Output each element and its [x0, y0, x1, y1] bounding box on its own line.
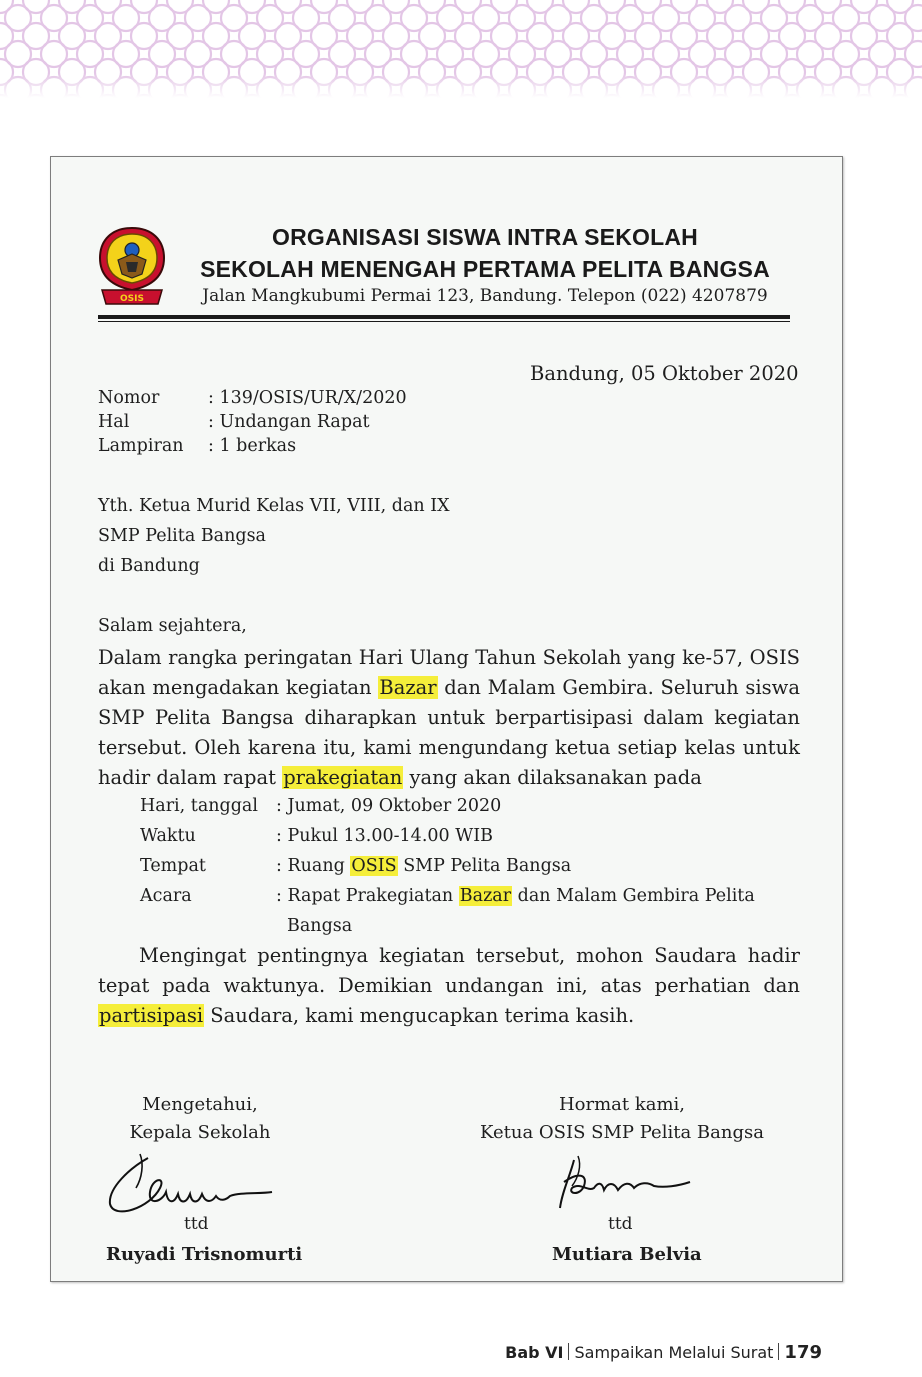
meta-value-hal: : Undangan Rapat: [208, 412, 370, 432]
para1-text: dan Malam Gembira. Seluruh siswa SMP Pelita Bangsa diharapkan untuk berpartisipasi dalam kegiatan tersebut. Oleh karena itu, kami mengundang ketua setiap kelas untuk hadir dalam rapat: [98, 676, 800, 789]
decorative-header-pattern: [0, 0, 922, 98]
detail-value-acara: [276, 886, 755, 906]
para1-text: yang akan dilaksanakan pada: [403, 766, 702, 789]
highlight-bazar: Bazar: [459, 886, 512, 906]
detail-text: SMP Pelita Bangsa: [397, 856, 572, 876]
letterhead-rule-thin: [98, 321, 790, 322]
meta-label-hal: Hal: [98, 412, 130, 432]
letterhead-school-name: SEKOLAH MENENGAH PERTAMA PELITA BANGSA: [200, 256, 770, 282]
meta-value-lampiran: : 1 berkas: [208, 436, 297, 456]
highlight-osis: OSIS: [351, 856, 397, 876]
osis-emblem-icon: [96, 224, 168, 308]
detail-text: : Ruang: [276, 856, 351, 876]
recipient-line: Yth. Ketua Murid Kelas VII, VIII, dan IX: [98, 496, 450, 516]
letterhead-rule-thick: [98, 315, 790, 319]
sign-right-line1: Hormat kami,: [558, 1094, 686, 1115]
detail-label-acara: Acara: [140, 886, 192, 906]
detail-value-acara-cont: Bangsa: [287, 916, 353, 936]
sign-left-ttd: ttd: [184, 1214, 209, 1234]
greeting: Salam sejahtera,: [98, 616, 247, 636]
sign-left-name: Ruyadi Trisnomurti: [106, 1244, 303, 1265]
sign-left-line2: Kepala Sekolah: [129, 1122, 271, 1143]
highlight-partisipasi: partisipasi: [99, 1004, 204, 1027]
detail-label-tempat: Tempat: [140, 856, 206, 876]
detail-label-waktu: Waktu: [140, 826, 196, 846]
letterhead-address: Jalan Mangkubumi Permai 123, Bandung. Telepon (022) 4207879: [202, 286, 768, 306]
logo-text: OSIS: [120, 294, 144, 304]
detail-label-hari: Hari, tanggal: [140, 796, 258, 816]
detail-text: dan Malam Gembira Pelita: [512, 886, 755, 906]
sign-right-line2: Ketua OSIS SMP Pelita Bangsa: [480, 1122, 764, 1143]
detail-text: : Rapat Prakegiatan: [276, 886, 459, 906]
letter-date: Bandung, 05 Oktober 2020: [530, 362, 799, 385]
sign-right-name: Mutiara Belvia: [552, 1244, 702, 1265]
sign-left-line1: Mengetahui,: [142, 1094, 258, 1115]
footer-chapter: Bab VI: [505, 1343, 564, 1362]
detail-value-tempat: [276, 856, 571, 876]
sign-right-ttd: ttd: [608, 1214, 633, 1234]
signature-block-left: [100, 1094, 300, 1143]
recipient-line: di Bandung: [98, 556, 200, 576]
meta-value-nomor: : 139/OSIS/UR/X/2020: [208, 388, 407, 408]
para2-text: Saudara, kami mengucapkan terima kasih.: [204, 1004, 635, 1027]
body-paragraph-1: [98, 643, 800, 793]
footer-title: Sampaikan Melalui Surat: [574, 1343, 774, 1362]
page-footer: [0, 1342, 822, 1363]
detail-value-hari: : Jumat, 09 Oktober 2020: [276, 796, 502, 816]
footer-divider: [568, 1343, 569, 1360]
meta-label-lampiran: Lampiran: [98, 436, 184, 456]
letterhead-org-name: ORGANISASI SISWA INTRA SEKOLAH: [272, 224, 698, 250]
highlight-bazar: Bazar: [379, 676, 437, 699]
para1-text: Dalam rangka peringatan Hari Ulang Tahun Sekolah yang ke-57, OSIS akan mengadakan kegiatan: [98, 646, 800, 699]
highlight-prakegiatan: prakegiatan: [283, 766, 403, 789]
signature-block-right: [462, 1094, 782, 1143]
footer-divider: [778, 1343, 779, 1360]
recipient-line: SMP Pelita Bangsa: [98, 526, 266, 546]
body-paragraph-2: [98, 941, 800, 1031]
para2-text: Mengingat pentingnya kegiatan tersebut, mohon Saudara hadir tepat pada waktunya. Demikian undangan ini, atas perhatian dan: [98, 944, 800, 997]
meta-label-nomor: Nomor: [98, 388, 160, 408]
page-number: 179: [784, 1342, 822, 1363]
detail-value-waktu: : Pukul 13.00-14.00 WIB: [276, 826, 493, 846]
signature-scribble-right: [548, 1152, 698, 1222]
